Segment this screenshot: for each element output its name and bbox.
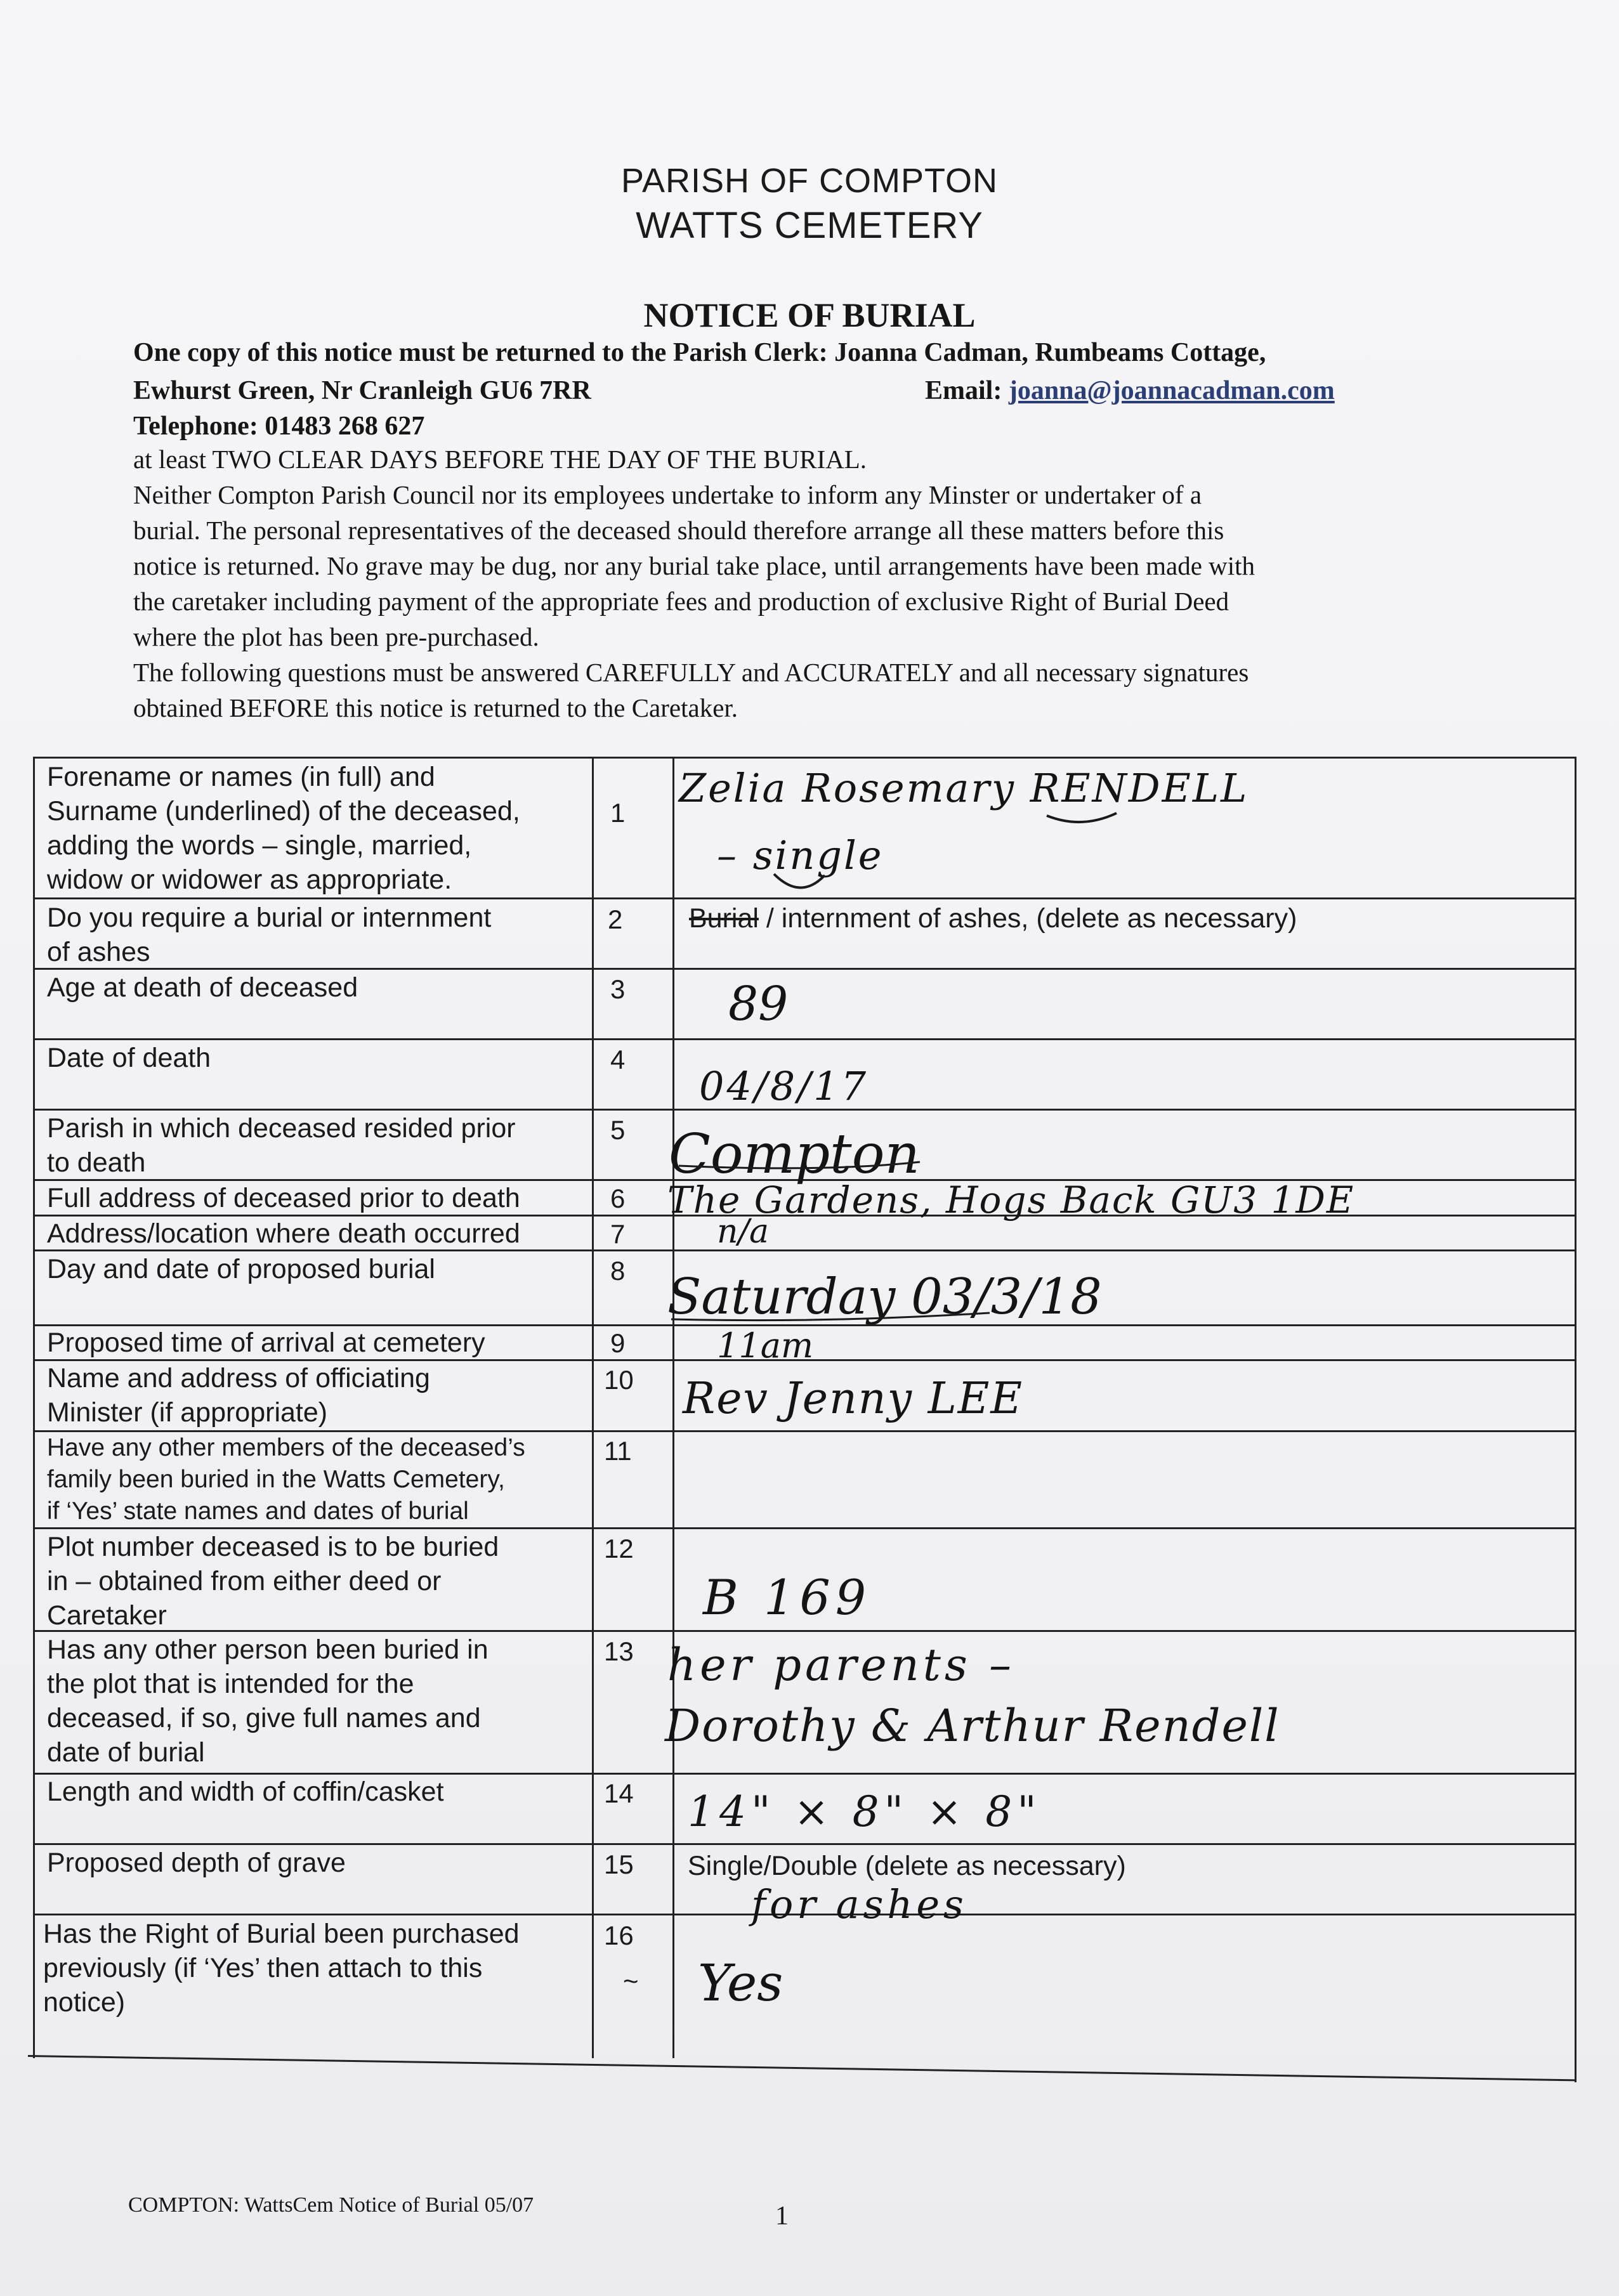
intro-clerk-line: One copy of this notice must be returned to the Parish Clerk: Joanna Cadman, Rumbeams Cottage,: [133, 338, 1266, 367]
question-text: Address/location where death occurred: [47, 1218, 520, 1249]
intro-paragraph-line: at least TWO CLEAR DAYS BEFORE THE DAY OF THE BURIAL.: [133, 445, 867, 474]
row-number: 1: [610, 798, 626, 828]
answer-right-of-burial[interactable]: Yes: [698, 1954, 783, 2012]
question-text: notice): [43, 1987, 126, 2018]
intro-paragraph-line: burial. The personal representatives of the deceased should therefore arrange all these matters before this: [133, 516, 1224, 545]
answer-previous-burials-line1[interactable]: her parents –: [667, 1639, 1016, 1691]
answer-full-address[interactable]: The Gardens, Hogs Back GU3 1DE: [667, 1178, 1355, 1222]
answer-deceased-name[interactable]: Zelia Rosemary RENDELL: [679, 765, 1249, 811]
question-text: to death: [47, 1147, 146, 1178]
intro-paragraph-line: obtained BEFORE this notice is returned to the Caretaker.: [133, 693, 738, 722]
question-text: Proposed depth of grave: [47, 1848, 346, 1878]
intro-paragraph-line: where the plot has been pre-purchased.: [133, 622, 539, 651]
question-text: family been buried in the Watts Cemetery,: [47, 1466, 505, 1493]
row-number: 12: [604, 1534, 634, 1563]
question-text: Do you require a burial or internment: [47, 903, 492, 933]
answer-burial-date[interactable]: Saturday 03/3/18: [667, 1269, 1102, 1326]
question-text: Caretaker: [47, 1600, 167, 1631]
question-text: Has the Right of Burial been purchased: [43, 1919, 520, 1949]
hand-stroke: [774, 874, 825, 888]
answer-marital-status[interactable]: – single: [717, 832, 884, 878]
answer-grave-depth[interactable]: for ashes: [751, 1881, 967, 1927]
cemetery-heading: WATTS CEMETERY: [636, 205, 983, 246]
row-number: 7: [610, 1219, 626, 1249]
telephone-line: Telephone: 01483 268 627: [133, 412, 425, 441]
answer-minister[interactable]: Rev Jenny LEE: [683, 1374, 1024, 1424]
form-reference: COMPTON: WattsCem Notice of Burial 05/07: [128, 2193, 534, 2217]
question-text: Name and address of officiating: [47, 1363, 430, 1393]
row-number: 3: [610, 974, 626, 1004]
page-number: 1: [775, 2201, 789, 2231]
intro-paragraph-line: notice is returned. No grave may be dug, nor any burial take place, until arrangements have been made with: [133, 551, 1255, 580]
intro-address-line: Ewhurst Green, Nr Cranleigh GU6 7RR: [133, 376, 591, 405]
parish-heading: PARISH OF COMPTON: [620, 162, 999, 200]
question-text: Forename or names (in full) and: [47, 762, 435, 792]
hand-stroke: [1047, 813, 1117, 822]
intro-paragraph-line: Neither Compton Parish Council nor its employees undertake to inform any Minster or undertaker of a: [133, 480, 1202, 509]
answer-arrival-time[interactable]: 11am: [717, 1326, 814, 1366]
tilde-mark: ~: [623, 1966, 639, 1996]
question-text: the plot that is intended for the: [47, 1669, 414, 1699]
question-text: Proposed time of arrival at cemetery: [47, 1327, 485, 1358]
question-text: previously (if ‘Yes’ then attach to this: [43, 1953, 483, 1983]
answer-parish[interactable]: Compton: [669, 1123, 920, 1186]
row-number: 16: [604, 1921, 634, 1950]
row-number: 2: [608, 904, 623, 934]
answer-death-location[interactable]: n/a: [717, 1213, 770, 1251]
question-text: Surname (underlined) of the deceased,: [47, 796, 520, 826]
question-text: date of burial: [47, 1737, 205, 1768]
row-number: 14: [604, 1778, 634, 1808]
answer-grave-depth-options[interactable]: Single/Double (delete as necessary): [688, 1851, 1126, 1881]
page-title: NOTICE OF BURIAL: [643, 296, 976, 334]
question-text: adding the words – single, married,: [47, 830, 472, 861]
question-text: Minister (if appropriate): [47, 1397, 328, 1428]
intro-paragraph-line: the caretaker including payment of the appropriate fees and production of exclusive Right of Burial Deed: [133, 587, 1229, 616]
question-text: Parish in which deceased resided prior: [47, 1113, 516, 1144]
ashes-option: / internment of ashes, (delete as necessary): [758, 903, 1297, 934]
answer-previous-burials-line2[interactable]: Dorothy & Arthur Rendell: [665, 1700, 1280, 1752]
answer-age[interactable]: 89: [728, 977, 789, 1031]
burial-option-struck: Burial: [689, 903, 759, 934]
answer-coffin-size[interactable]: 14" × 8" × 8": [688, 1787, 1042, 1836]
question-text: if ‘Yes’ state names and dates of burial: [47, 1497, 469, 1525]
row-number: 6: [610, 1184, 626, 1213]
question-text: Has any other person been buried in: [47, 1634, 488, 1665]
email-label: Email:: [925, 376, 1002, 405]
row-number: 8: [610, 1256, 626, 1286]
row-number: 11: [604, 1436, 632, 1466]
email-link[interactable]: joanna@joannacadman.com: [1008, 376, 1335, 405]
hand-stroke: [679, 1162, 920, 1168]
answer-plot-number[interactable]: B 169: [703, 1569, 872, 1626]
question-text: of ashes: [47, 937, 150, 967]
question-text: Day and date of proposed burial: [47, 1254, 435, 1284]
question-text: Have any other members of the deceased’s: [47, 1434, 525, 1461]
row-number: 10: [604, 1365, 634, 1395]
intro-paragraph-line: The following questions must be answered CAREFULLY and ACCURATELY and all necessary signatures: [133, 658, 1249, 687]
question-text: Length and width of coffin/casket: [47, 1777, 444, 1807]
row-number: 15: [604, 1849, 634, 1879]
row-number: 5: [610, 1115, 626, 1145]
row-number: 9: [610, 1328, 626, 1358]
question-text: Full address of deceased prior to death: [47, 1183, 520, 1213]
question-text: Date of death: [47, 1043, 211, 1073]
row-number: 13: [604, 1636, 634, 1666]
answer-date-of-death[interactable]: 04/8/17: [699, 1063, 869, 1109]
hand-stroke: [671, 1313, 990, 1321]
question-text: Age at death of deceased: [47, 972, 358, 1003]
question-text: deceased, if so, give full names and: [47, 1703, 481, 1733]
question-text: widow or widower as appropriate.: [47, 864, 452, 895]
question-text: in – obtained from either deed or: [47, 1566, 442, 1596]
row-number: 4: [610, 1045, 626, 1074]
question-text: Plot number deceased is to be buried: [47, 1532, 499, 1562]
